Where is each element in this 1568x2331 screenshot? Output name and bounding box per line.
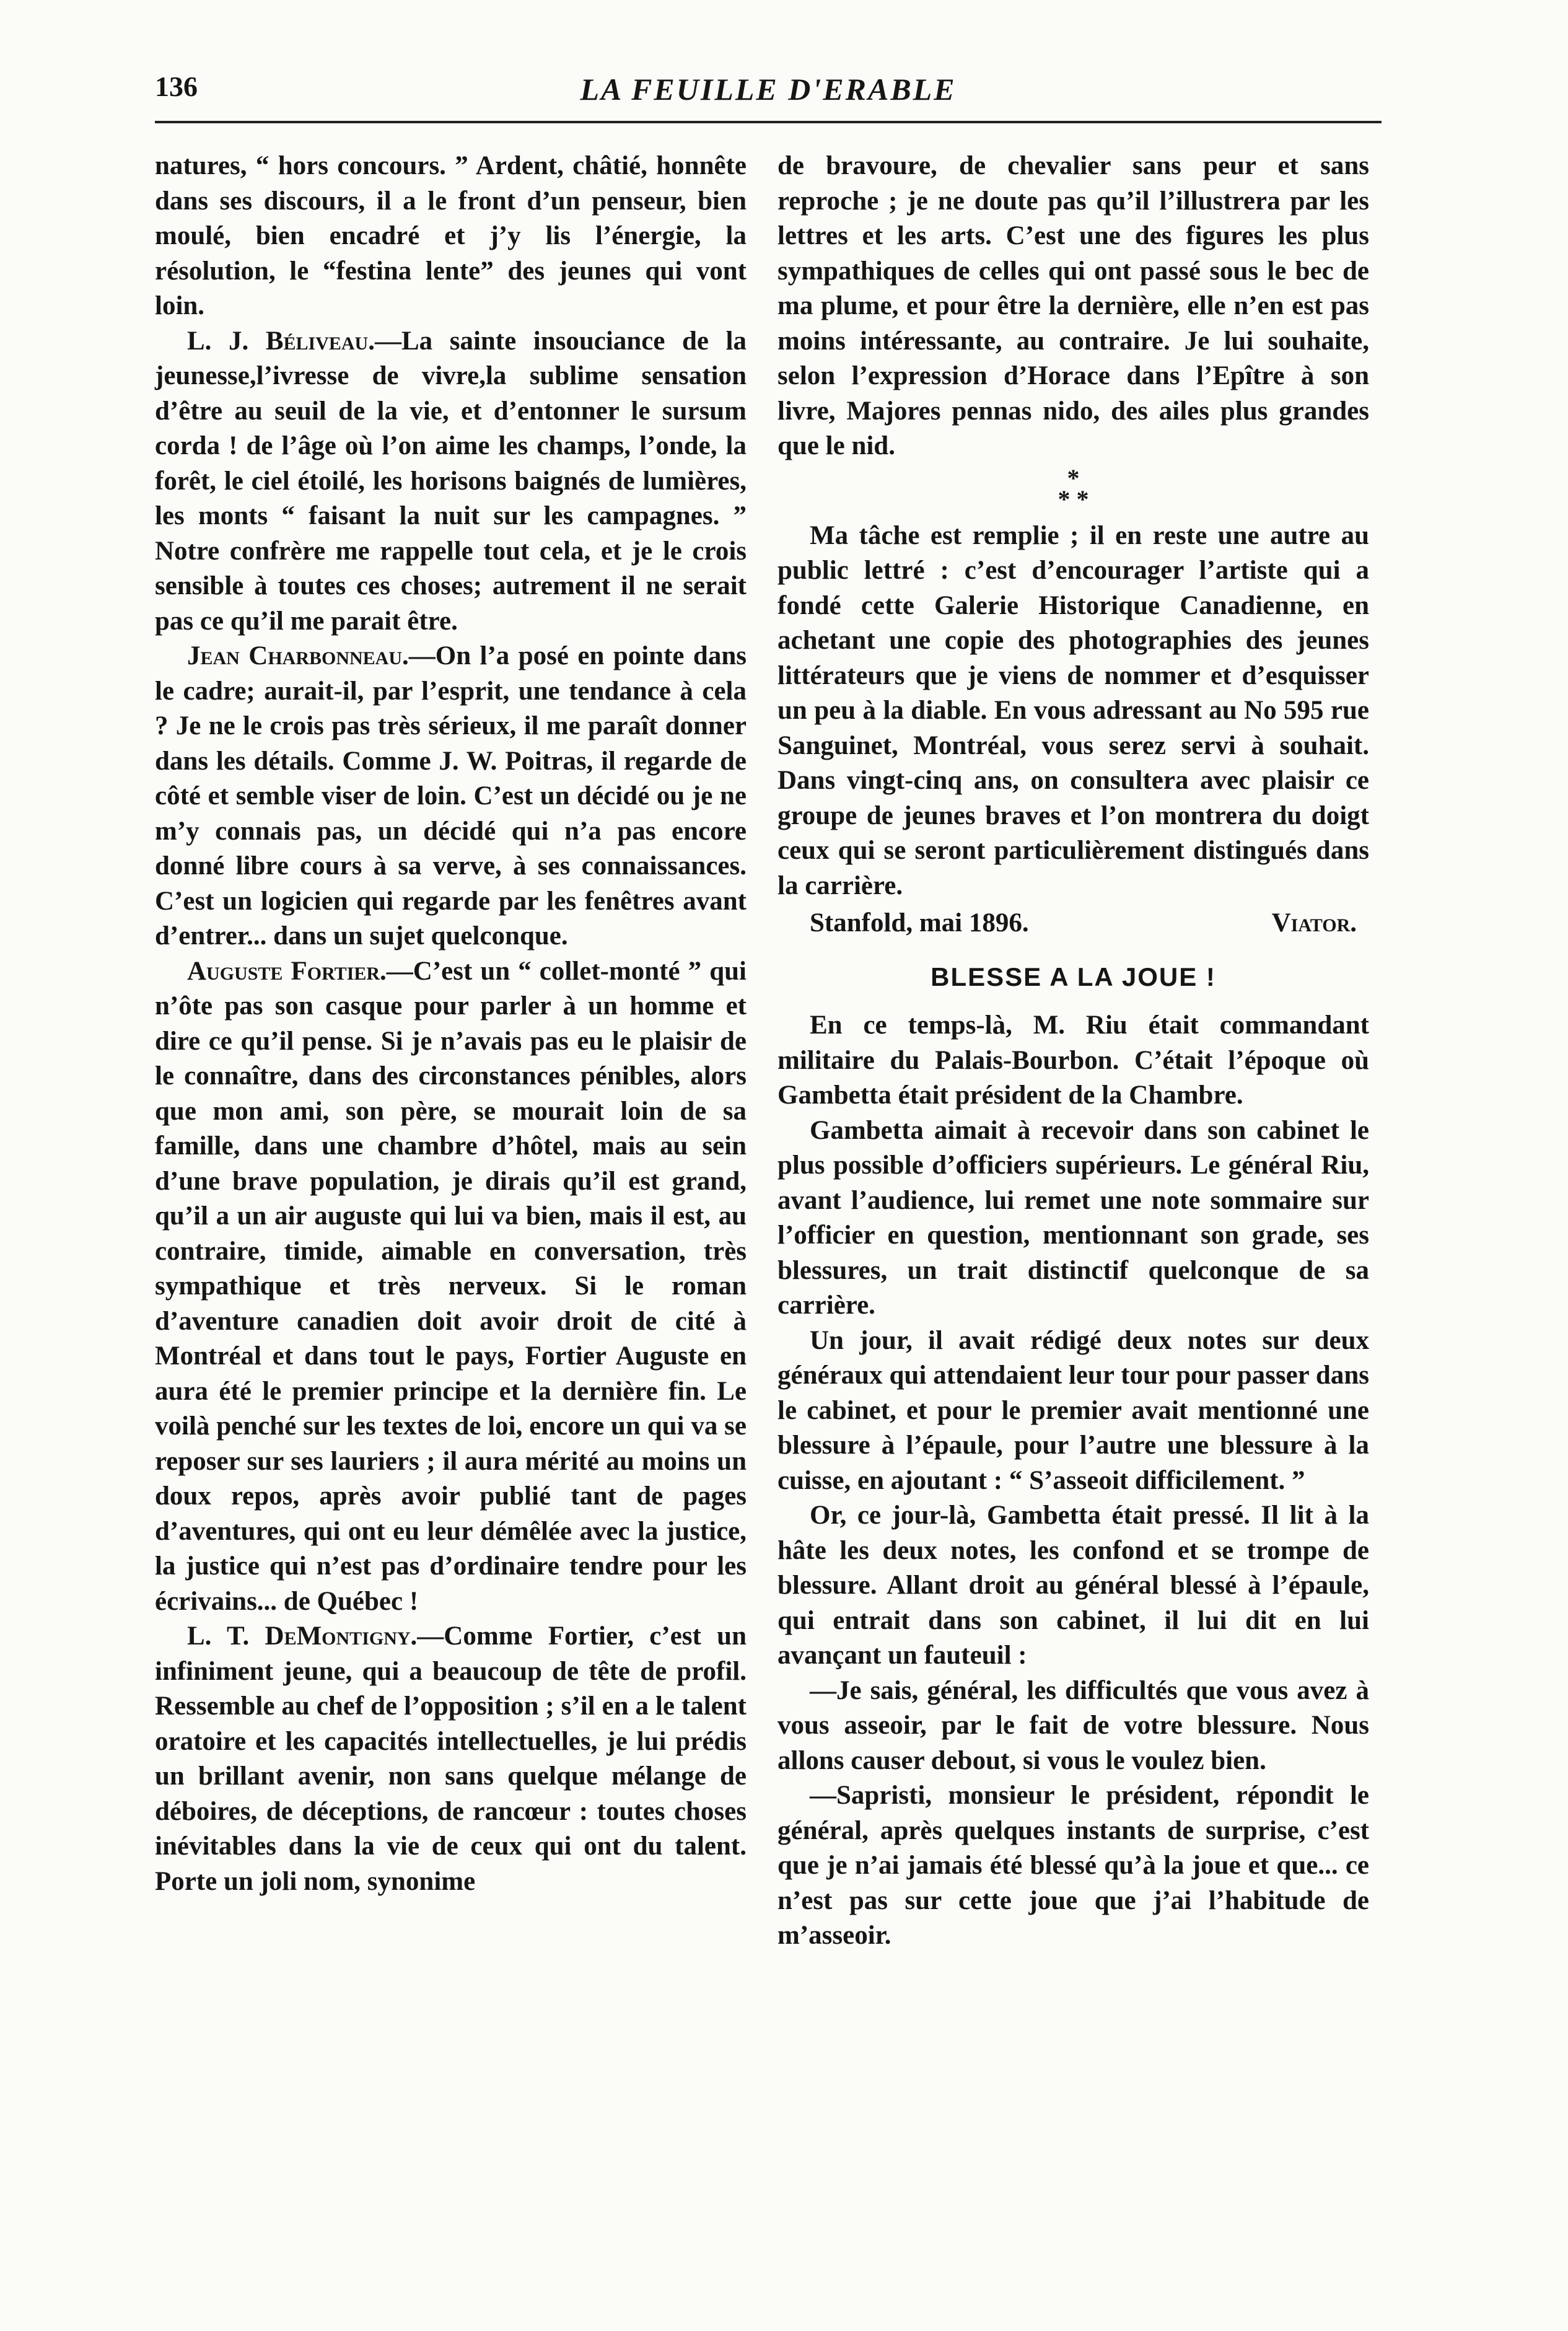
paragraph: Gambetta aimait à recevoir dans son cabinet le plus possible d’officiers supérieurs. Le général Riu, avant l’audience, lui remet une note sommaire sur l’officier en question, mentionnant son grade, ses blessures, un trait distinctif quelconque de sa carrière.	[777, 1115, 1369, 1320]
paragraph: —Je sais, général, les difficultés que vous avez à vous asseoir, par le fait de votre blessure. Nous allons causer debout, si vous le voulez bien.	[777, 1675, 1369, 1775]
left-column	[155, 149, 747, 1899]
asterism-top: *	[1067, 463, 1080, 492]
paragraph-text: —On l’a posé en pointe dans le cadre; aurait-il, par l’esprit, une tendance à cela ? Je ne le crois pas très sérieux, il me paraît donner dans les détails. Comme J. W. Poitras, il regarde de côté et semble viser de loin. C’est un décidé ou je ne m’y connais pas, un décidé qui n’a pas encore donné libre cours à sa verve, à ses connaissances. C’est un logicien qui regarde par les fenêtres avant d’entrer... dans un sujet quelconque.	[155, 641, 747, 950]
paragraph-text: —C’est un “ collet-monté ” qui n’ôte pas son casque pour parler à un homme et dire ce qu’il pense. Si je n’avais pas eu le plaisir de le connaître, dans des circonstances pénibles, alors que mon ami, son père, se mourait loin de sa famille, dans une chambre d’hôtel, mais au sein d’une brave population, je dirais qu’il est grand, qu’il a un air auguste qui lui va bien, mais il est, au contraire, timide, aimable en conversation, très sympathique et très nerveux. Si le roman d’aventure canadien doit avoir droit de cité à Montréal et dans tout le pays, Fortier Auguste en aura été le premier principe et la dernière fin. Le voilà penché sur les textes de loi, encore un qui va se reposer sur ses lauriers ; il aura mérité au moins un doux repos, après avoir publié tant de pages d’aventures, qui ont eu leur démêlée avec la justice, la justice qui n’est pas d’ordinaire tendre pour les écrivains... de Québec !	[155, 956, 747, 1616]
paragraph: Or, ce jour-là, Gambetta était pressé. Il lit à la hâte les deux notes, les confond et se trompe de blessure. Allant droit au général blessé à l’épaule, qui entrait dans son cabinet, il lui dit en lui avançant un fauteuil :	[777, 1501, 1369, 1670]
paragraph: Un jour, il avait rédigé deux notes sur deux généraux qui attendaient leur tour pour passer dans le cabinet, et pour le premier avait mentionné une blessure à l’épaule, pour l’autre une blessure à la cuisse, en ajoutant : “ S’asseoit difficilement. ”	[777, 1325, 1369, 1495]
paragraph	[155, 324, 747, 639]
paragraph	[155, 639, 747, 954]
signoff-place-date: Stanfold, mai 1896.	[810, 908, 1029, 937]
signoff-author: Viator.	[1271, 908, 1357, 937]
paragraph: Ma tâche est remplie ; il en reste une autre au public lettré : c’est d’encourager l’artiste qui a fondé cette Galerie Historique Canadienne, en achetant une copie des photographies des jeunes littérateurs que je viens de nommer et d’esquisser un peu à la diable. En vous adressant au No 595 rue Sanguinet, Montréal, vous serez servi à souhait. Dans vingt-cinq ans, on consultera avec plaisir ce groupe de jeunes braves et l’on montrera du doigt ceux qui se seront particulièrement distingués dans la carrière.	[777, 520, 1369, 900]
person-name: Auguste Fortier.	[187, 956, 387, 986]
paragraph-text: —Comme Fortier, c’est un infiniment jeune, qui a beaucoup de tête de profil. Ressemble au chef de l’opposition ; s’il en a le talent oratoire et les capacités intellectuelles, je lui prédis un brillant avenir, non sans quelque mélange de déboires, de déceptions, de rancœur : toutes choses inévitables dans la vie de ceux qui ont du talent. Porte un joli nom, synonime	[155, 1622, 747, 1896]
person-name: L. J. Béliveau.	[187, 326, 375, 356]
signature-line	[777, 906, 1369, 941]
paragraph: natures, “ hors concours. ” Ardent, châtié, honnête dans ses discours, il a le front d’un penseur, bien moulé, bien encadré et j’y lis l’énergie, la résolution, le “festina lente” des jeunes qui vont loin.	[155, 151, 747, 320]
asterism-divider	[777, 463, 1369, 513]
page-header	[155, 65, 1382, 123]
section-title: BLESSE A LA JOUE !	[931, 962, 1216, 991]
paragraph-text: —La sainte insouciance de la jeunesse,l’ivresse de vivre,la sublime sensation d’être au seuil de la vie, et d’entonner le sursum corda ! de l’âge où l’on aime les champs, l’onde, la forêt, le ciel étoilé, les horisons baignés de lumières, les monts “ faisant la nuit sur les campagnes. ” Notre confrère me rappelle tout cela, et je le crois sensible à toutes ces choses; autrement il ne serait pas ce qu’il me parait être.	[155, 326, 747, 636]
paragraph	[155, 954, 747, 1620]
paragraph	[155, 1619, 747, 1899]
paragraph: —Sapristi, monsieur le président, répondit le général, après quelques instants de surprise, c’est que je n’ai jamais été blessé qu’à la joue et que... ce n’est pas sur cette joue que j’ai l’habitude de m’asseoir.	[777, 1781, 1369, 1950]
person-name: L. T. DeMontigny.	[187, 1622, 418, 1651]
asterism-bottom: * *	[1058, 485, 1089, 513]
running-title: LA FEUILLE D'ERABLE	[580, 72, 957, 107]
page-number: 136	[155, 71, 198, 102]
paragraph: de bravoure, de chevalier sans peur et sans reproche ; je ne doute pas qu’il l’illustrera par les lettres et les arts. C’est une des figures les plus sympathiques de celles qui ont passé sous le bec de ma plume, et pour être la dernière, elle n’en est pas moins intéressante, au contraire. Je lui souhaite, selon l’expression d’Horace dans l’Epître à son livre, Majores pennas nido, des ailes plus grandes que le nid.	[777, 151, 1369, 460]
right-column	[777, 149, 1369, 1954]
person-name: Jean Charbonneau.	[187, 641, 409, 670]
paragraph: En ce temps-là, M. Riu était commandant militaire du Palais-Bourbon. C’était l’époque où Gambetta était président de la Chambre.	[777, 1011, 1369, 1110]
